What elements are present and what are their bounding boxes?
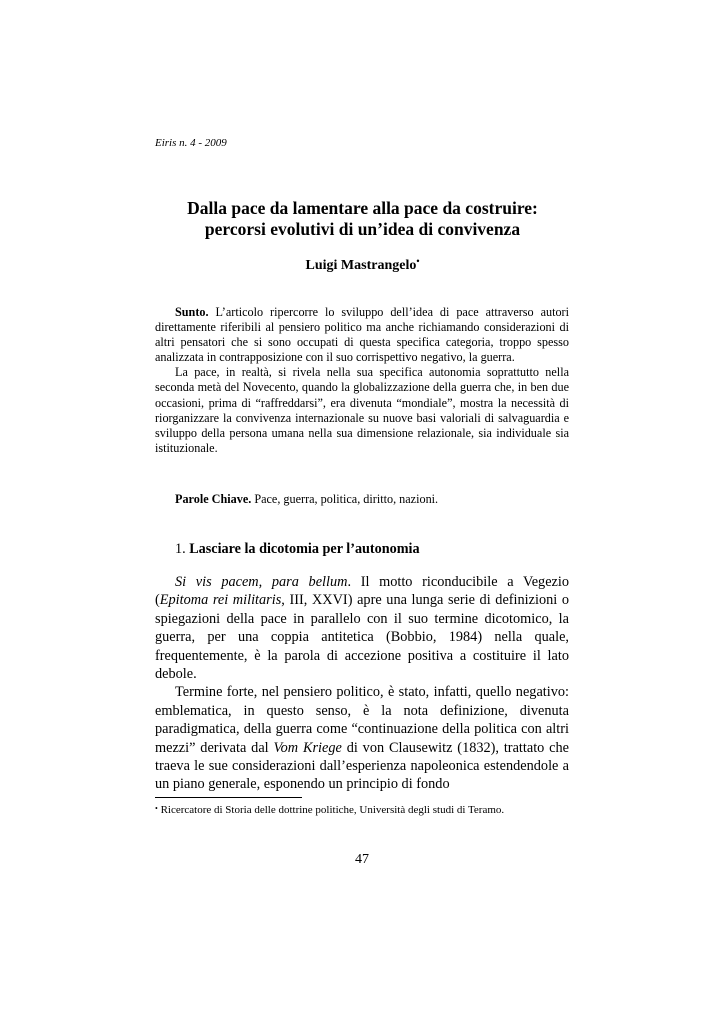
author-name: Luigi Mastrangelo [305, 258, 417, 273]
keywords [155, 492, 569, 507]
body-text-segment: di von Clausewitz (1832), trattato che traeva le sue considerazioni dall’esperienza napoleonica estendendole a un piano generale, esponendo un principio di fondo [155, 739, 569, 793]
abstract-paragraph-2: La pace, in realtà, si rivela nella sua specifica autonomia soprattutto nella seconda metà del Novecento, quando la globalizzazione della guerra che, in ben due occasioni, prima di “raffreddarsi”, era divenuta “mondiale”, mostra la necessità di riorganizzare la convivenza internazionale su nuove basi valoriali di salvaguardia e sviluppo della persona umana nella sua dimensione relazionale, sia individuale sia istituzionale. [155, 365, 569, 455]
body-paragraph-1 [155, 573, 569, 683]
abstract [155, 305, 569, 456]
footnote [155, 804, 504, 816]
footnote-text: Ricercatore di Storia delle dottrine politiche, Università degli studi di Teramo. [157, 804, 505, 816]
keywords-label: Parole Chiave. [175, 492, 252, 506]
footnote-mark: • [155, 804, 158, 813]
page-number: 47 [355, 852, 369, 867]
body-paragraph-2 [155, 683, 569, 793]
article-title [155, 198, 570, 240]
abstract-label: Sunto. [175, 305, 209, 319]
body-text-segment: . Il motto riconducibile a Vegezio ( [155, 574, 570, 609]
section-number: 1. [175, 541, 186, 557]
footnote-divider [155, 797, 302, 798]
section-heading [175, 541, 420, 558]
author [155, 258, 570, 274]
keywords-text: Pace, guerra, politica, diritto, nazioni. [254, 492, 439, 506]
body-text-segment: , III, XXVI) apre una lunga serie di definizioni o spiegazioni della pace in parallelo con il suo termine dicotomico, la guerra, per una coppia antitetica (Bobbio, 1984) nella quale, frequentemente, è la parola di accezione positiva a costituire il lato debole. [155, 592, 569, 683]
motto-italic: Si vis pacem, para bellum [175, 574, 348, 590]
section-title: Lasciare la dicotomia per l’autonomia [189, 541, 420, 557]
abstract-paragraph-1 [155, 305, 569, 365]
vom-kriege-italic: Vom Kriege [273, 739, 342, 756]
epitoma-italic: Epitoma rei militaris [159, 592, 282, 609]
title-line-1: Dalla pace da lamentare alla pace da costruire: [187, 198, 538, 218]
body-text [155, 573, 569, 794]
body-text-segment: Termine forte, nel pensiero politico, è stato, infatti, quello negativo: emblematica, in questo senso, è la nota definizione, divenuta paradigmatica, della guerra come “continuazione della politica con altri mezzi” derivata dal [155, 684, 569, 756]
author-footnote-mark[interactable]: • [416, 256, 420, 266]
abstract-text-1: L’articolo ripercorre lo sviluppo dell’idea di pace attraverso autori direttamente riferibili al pensiero politico ma anche richiamando considerazioni di altri pensatori che si sono occupati di questa specifica categoria, troppo spesso analizzata in contrapposizione con il suo corrispettivo negativo, la guerra. [155, 305, 569, 365]
title-line-2: percorsi evolutivi di un’idea di convivenza [204, 219, 521, 239]
journal-header: Eiris n. 4 - 2009 [155, 137, 227, 149]
